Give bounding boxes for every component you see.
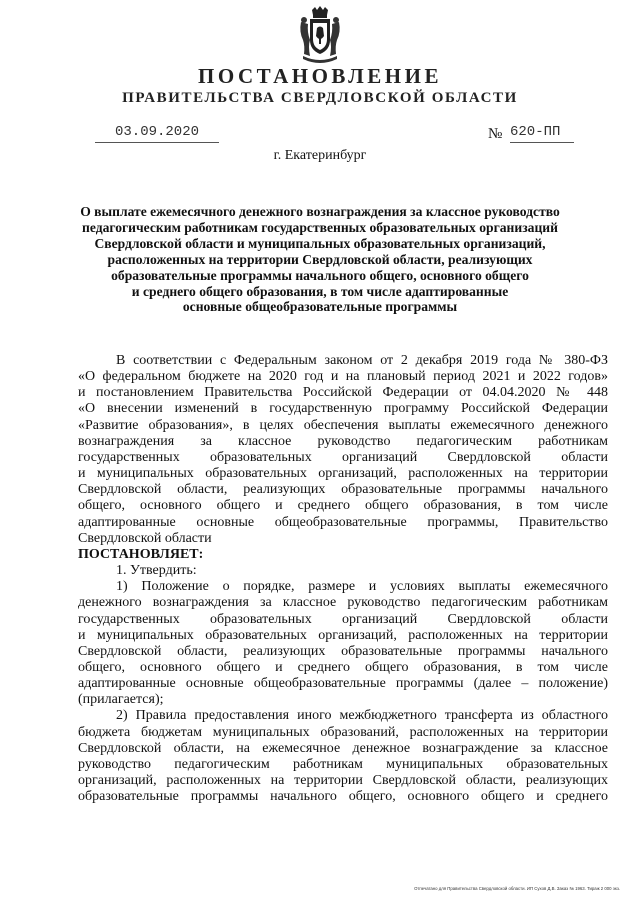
print-footer: Отпечатано для Правительства Свердловской области. ИП Сухов Д.В. Заказ № 1963. Тираж 2 000 экз. [414, 886, 620, 891]
heading-line: О выплате ежемесячного денежного вознаграждения за классное руководство [80, 204, 560, 219]
body-line: денежного вознаграждения за классное руководство педагогическим работникам [78, 595, 608, 611]
body-line: адаптированные основные общеобразовательные программы (далее – положение) [78, 676, 608, 692]
body-line: В соответствии с Федеральным законом от 2 декабря 2019 года № 380-ФЗ [116, 353, 608, 368]
body-line: «Развитие образования», в целях обеспечения выплаты ежемесячного денежного [78, 417, 608, 433]
document-heading [60, 204, 580, 315]
body-line: государственных образовательных организаций Свердловской области [78, 449, 608, 465]
body-line: адаптированные основные общеобразовательные программы, Правительство [78, 514, 608, 530]
heading-line: и среднего общего образования, в том числе адаптированные [131, 283, 509, 299]
document-title: ПОСТАНОВЛЕНИЕ [198, 64, 442, 88]
body-line: вознаграждения за классное руководство педагогическим работникам [78, 433, 608, 449]
body-line: (прилагается); [78, 692, 164, 708]
body-line: общего, основного общего и среднего общего образования, в том числе [78, 498, 608, 514]
body-line: руководство педагогическим работникам муниципальных образовательных [78, 756, 608, 772]
document-subtitle: ПРАВИТЕЛЬСТВА СВЕРДЛОВСКОЙ ОБЛАСТИ [122, 90, 518, 106]
heading-line: расположенных на территории Свердловской области, реализующих [107, 251, 533, 267]
body-line: организаций, расположенных на территории Свердловской области, реализующих [78, 773, 608, 789]
number-sign: № [488, 126, 503, 142]
body-line: 1. Утвердить: [116, 563, 197, 579]
heading-line: основные общеобразовательные программы [182, 299, 458, 315]
body-line: и муниципальных образовательных организаций, расположенных на территории [78, 466, 608, 482]
body-line: «О федеральном бюджете на 2020 год и на плановый период 2021 и 2022 годов» [78, 369, 608, 385]
resolution-keyword: ПОСТАНОВЛЯЕТ: [78, 546, 204, 562]
body-line: 1) Положение о порядке, размере и условиях выплаты ежемесячного [116, 579, 608, 595]
body-line: бюджета бюджетам муниципальных образований, расположенных на территории [78, 724, 608, 740]
body-line: «О внесении изменений в государственную программу Российской Федерации [78, 401, 608, 417]
document-city: г. Екатеринбург [273, 148, 367, 163]
body-line: и муниципальных образовательных организаций, расположенных на территории [78, 627, 608, 643]
document-body [78, 353, 608, 805]
document-date: 03.09.2020 [114, 124, 199, 140]
body-line: общего, основного общего и среднего общего образования, в том числе [78, 659, 608, 675]
body-line: государственных образовательных организаций Свердловской области [78, 611, 608, 627]
body-line: Свердловской области, реализующих образовательные программы начального [78, 482, 608, 498]
body-line: Свердловской области [78, 530, 212, 546]
number-underline [510, 142, 574, 143]
body-line: Свердловской области, на ежемесячное денежное вознаграждение за классное [78, 740, 608, 756]
heading-line: педагогическим работникам государственных образовательных организаций [82, 219, 558, 235]
body-line: образовательные программы начального общего, основного общего и среднего [78, 789, 608, 805]
heading-line: образовательные программы начального общего, основного общего [111, 267, 529, 283]
heading-line: Свердловской области и муниципальных образовательных организаций, [94, 235, 546, 251]
body-line: 2) Правила предоставления иного межбюджетного трансферта из областного [116, 708, 608, 724]
body-line: и постановлением Правительства Российской Федерации от 04.04.2020 № 448 [78, 385, 608, 401]
date-underline [95, 142, 219, 143]
document-number: 620-ПП [510, 124, 561, 140]
coat-of-arms-icon [298, 6, 342, 64]
body-line: Свердловской области, реализующих образовательные программы начального [78, 643, 608, 659]
